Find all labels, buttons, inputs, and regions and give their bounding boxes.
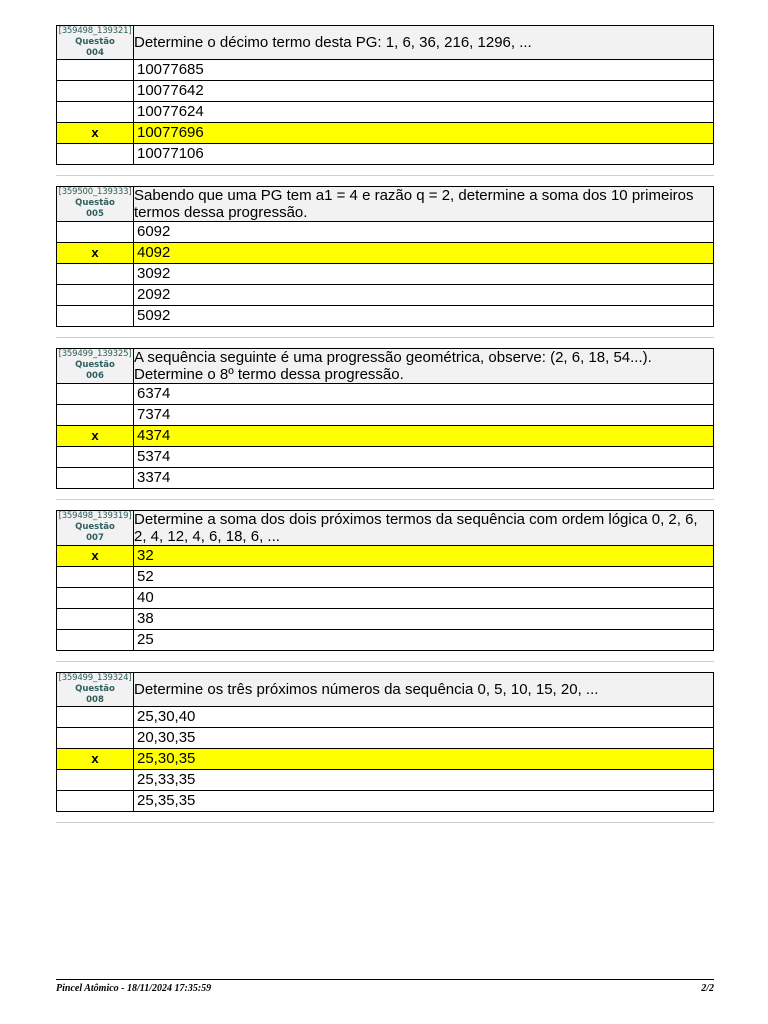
answer-mark — [57, 285, 134, 306]
answer-text: 10077624 — [134, 102, 714, 123]
answer-option[interactable] — [57, 588, 714, 609]
question-header-row — [57, 673, 714, 707]
answer-option-selected[interactable] — [57, 426, 714, 447]
answer-text: 10077685 — [134, 60, 714, 81]
question-number: 005 — [86, 209, 104, 219]
answer-text: 25,30,35 — [134, 749, 714, 770]
question-code: [359500_139333] — [58, 187, 132, 197]
answer-mark — [57, 306, 134, 327]
answer-mark — [57, 707, 134, 728]
question-number: 008 — [86, 695, 104, 705]
question-label: Questão — [75, 522, 115, 532]
question-separator — [56, 661, 714, 662]
answer-text: 52 — [134, 567, 714, 588]
answer-option[interactable] — [57, 707, 714, 728]
answer-option-selected[interactable] — [57, 546, 714, 567]
answer-mark — [57, 384, 134, 405]
question-block — [56, 348, 714, 489]
answer-mark: x — [57, 243, 134, 264]
answer-text: 38 — [134, 609, 714, 630]
answer-option[interactable] — [57, 144, 714, 165]
question-number: 004 — [86, 48, 104, 58]
answer-mark: x — [57, 546, 134, 567]
question-label: Questão — [75, 198, 115, 208]
answer-option[interactable] — [57, 791, 714, 812]
answer-mark — [57, 609, 134, 630]
question-statement: Determine a soma dos dois próximos termos da sequência com ordem lógica 0, 2, 6, 2, 4, 12, 4, 6, 18, 6, ... — [134, 511, 714, 546]
question-block — [56, 186, 714, 327]
question-label: Questão — [75, 684, 115, 694]
answer-mark: x — [57, 123, 134, 144]
question-statement: A sequência seguinte é uma progressão geométrica, observe: (2, 6, 18, 54...). Determine o 8º termo dessa progressão. — [134, 349, 714, 384]
answer-text: 10077106 — [134, 144, 714, 165]
answer-option[interactable] — [57, 630, 714, 651]
answer-text: 25,33,35 — [134, 770, 714, 791]
answer-mark — [57, 447, 134, 468]
question-table — [56, 186, 714, 327]
answer-text: 25,35,35 — [134, 791, 714, 812]
answer-mark: x — [57, 749, 134, 770]
answer-text: 25,30,40 — [134, 707, 714, 728]
question-meta — [57, 349, 134, 384]
answer-option[interactable] — [57, 447, 714, 468]
question-code: [359498_139321] — [58, 26, 132, 36]
answer-option[interactable] — [57, 285, 714, 306]
answer-option[interactable] — [57, 264, 714, 285]
answer-option[interactable] — [57, 609, 714, 630]
answer-mark — [57, 468, 134, 489]
answer-text: 6374 — [134, 384, 714, 405]
answer-text: 5374 — [134, 447, 714, 468]
answer-option[interactable] — [57, 222, 714, 243]
answer-mark — [57, 222, 134, 243]
question-statement: Determine os três próximos números da sequência 0, 5, 10, 15, 20, ... — [134, 673, 714, 707]
question-table — [56, 25, 714, 165]
question-header-row — [57, 511, 714, 546]
answer-mark — [57, 770, 134, 791]
question-code: [359499_139324] — [58, 673, 132, 683]
answer-text: 7374 — [134, 405, 714, 426]
question-number: 007 — [86, 533, 104, 543]
answer-mark — [57, 630, 134, 651]
question-separator — [56, 822, 714, 823]
question-number: 006 — [86, 371, 104, 381]
answer-option-selected[interactable] — [57, 123, 714, 144]
answer-option[interactable] — [57, 468, 714, 489]
question-header-row — [57, 349, 714, 384]
answer-text: 4374 — [134, 426, 714, 447]
answer-option[interactable] — [57, 60, 714, 81]
answer-option-selected[interactable] — [57, 243, 714, 264]
question-table — [56, 672, 714, 812]
answer-text: 32 — [134, 546, 714, 567]
answer-mark — [57, 144, 134, 165]
answer-option[interactable] — [57, 567, 714, 588]
answer-option[interactable] — [57, 728, 714, 749]
page-footer — [56, 979, 714, 996]
answer-mark — [57, 405, 134, 426]
answer-mark — [57, 81, 134, 102]
question-label: Questão — [75, 360, 115, 370]
answer-mark — [57, 60, 134, 81]
question-meta — [57, 673, 134, 707]
question-header-row — [57, 187, 714, 222]
answer-mark: x — [57, 426, 134, 447]
question-statement: Determine o décimo termo desta PG: 1, 6, 36, 216, 1296, ... — [134, 26, 714, 60]
answer-option-selected[interactable] — [57, 749, 714, 770]
question-code: [359498_139319] — [58, 511, 132, 521]
answer-text: 40 — [134, 588, 714, 609]
answer-text: 3374 — [134, 468, 714, 489]
footer-source-timestamp: Pincel Atômico - 18/11/2024 17:35:59 — [56, 983, 212, 994]
question-block — [56, 510, 714, 651]
answer-option[interactable] — [57, 81, 714, 102]
question-header-row — [57, 26, 714, 60]
question-meta — [57, 511, 134, 546]
answer-option[interactable] — [57, 770, 714, 791]
answer-text: 2092 — [134, 285, 714, 306]
question-block — [56, 25, 714, 165]
answer-text: 10077642 — [134, 81, 714, 102]
answer-text: 6092 — [134, 222, 714, 243]
question-separator — [56, 175, 714, 176]
question-separator — [56, 337, 714, 338]
answer-mark — [57, 264, 134, 285]
question-meta — [57, 26, 134, 60]
answer-mark — [57, 567, 134, 588]
answer-mark — [57, 728, 134, 749]
answer-mark — [57, 102, 134, 123]
question-code: [359499_139325] — [58, 349, 132, 359]
answer-text: 10077696 — [134, 123, 714, 144]
question-table — [56, 348, 714, 489]
answer-text: 4092 — [134, 243, 714, 264]
answer-text: 5092 — [134, 306, 714, 327]
question-statement: Sabendo que uma PG tem a1 = 4 e razão q = 2, determine a soma dos 10 primeiros termos dessa progressão. — [134, 187, 714, 222]
answer-text: 25 — [134, 630, 714, 651]
answer-option[interactable] — [57, 405, 714, 426]
answer-mark — [57, 588, 134, 609]
question-list — [56, 25, 714, 833]
question-separator — [56, 499, 714, 500]
answer-option[interactable] — [57, 102, 714, 123]
question-meta — [57, 187, 134, 222]
footer-page-number: 2/2 — [701, 983, 714, 994]
question-block — [56, 672, 714, 812]
answer-mark — [57, 791, 134, 812]
question-table — [56, 510, 714, 651]
answer-text: 20,30,35 — [134, 728, 714, 749]
question-label: Questão — [75, 37, 115, 47]
answer-text: 3092 — [134, 264, 714, 285]
answer-option[interactable] — [57, 384, 714, 405]
answer-option[interactable] — [57, 306, 714, 327]
